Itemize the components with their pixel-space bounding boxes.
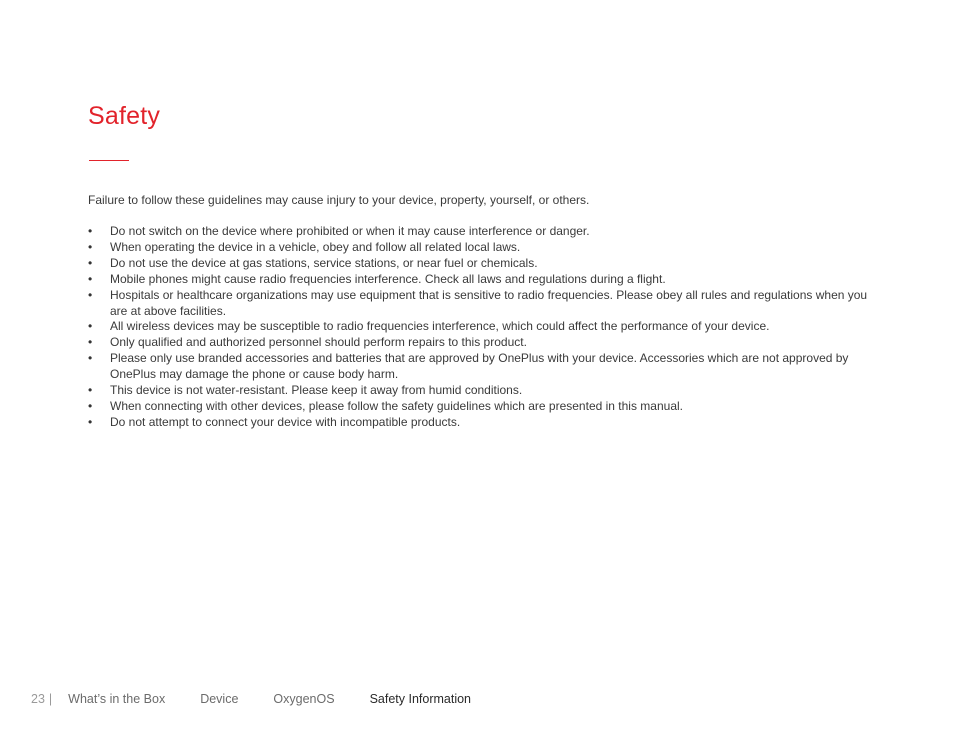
- list-item: • All wireless devices may be susceptible to radio frequencies interference, which could affect the performance of your device.: [88, 319, 868, 335]
- page-number: 23: [31, 692, 45, 706]
- page-separator: |: [48, 692, 53, 706]
- list-item: • Mobile phones might cause radio frequencies interference. Check all laws and regulations during a flight.: [88, 272, 868, 288]
- list-item: • When connecting with other devices, please follow the safety guidelines which are presented in this manual.: [88, 399, 868, 415]
- page-title: Safety: [88, 102, 161, 130]
- list-item: • Hospitals or healthcare organizations may use equipment that is sensitive to radio frequencies. Please obey all rules and regulations when you are at above facilities.: [88, 288, 868, 320]
- nav-link-whats-in-the-box[interactable]: What’s in the Box: [68, 692, 166, 706]
- list-item: • Do not use the device at gas stations, service stations, or near fuel or chemicals.: [88, 256, 868, 272]
- list-item: • Only qualified and authorized personnel should perform repairs to this product.: [88, 335, 868, 351]
- list-item: • Please only use branded accessories and batteries that are approved by OnePlus with your device. Accessories which are not approved by OnePlus may damage the phone or cause body harm.: [88, 351, 868, 383]
- footer-nav: [31, 690, 471, 708]
- nav-link-oxygenos[interactable]: OxygenOS: [273, 692, 335, 706]
- safety-guidelines-list: [88, 224, 868, 431]
- list-item: • Do not attempt to connect your device with incompatible products.: [88, 415, 868, 431]
- list-item: • When operating the device in a vehicle, obey and follow all related local laws.: [88, 240, 868, 256]
- title-underline: [89, 160, 129, 161]
- nav-link-safety-information[interactable]: Safety Information: [369, 692, 472, 706]
- intro-paragraph: Failure to follow these guidelines may cause injury to your device, property, yourself, or others.: [88, 193, 590, 207]
- list-item: • This device is not water-resistant. Please keep it away from humid conditions.: [88, 383, 868, 399]
- nav-link-device[interactable]: Device: [200, 692, 239, 706]
- list-item: • Do not switch on the device where prohibited or when it may cause interference or danger.: [88, 224, 868, 240]
